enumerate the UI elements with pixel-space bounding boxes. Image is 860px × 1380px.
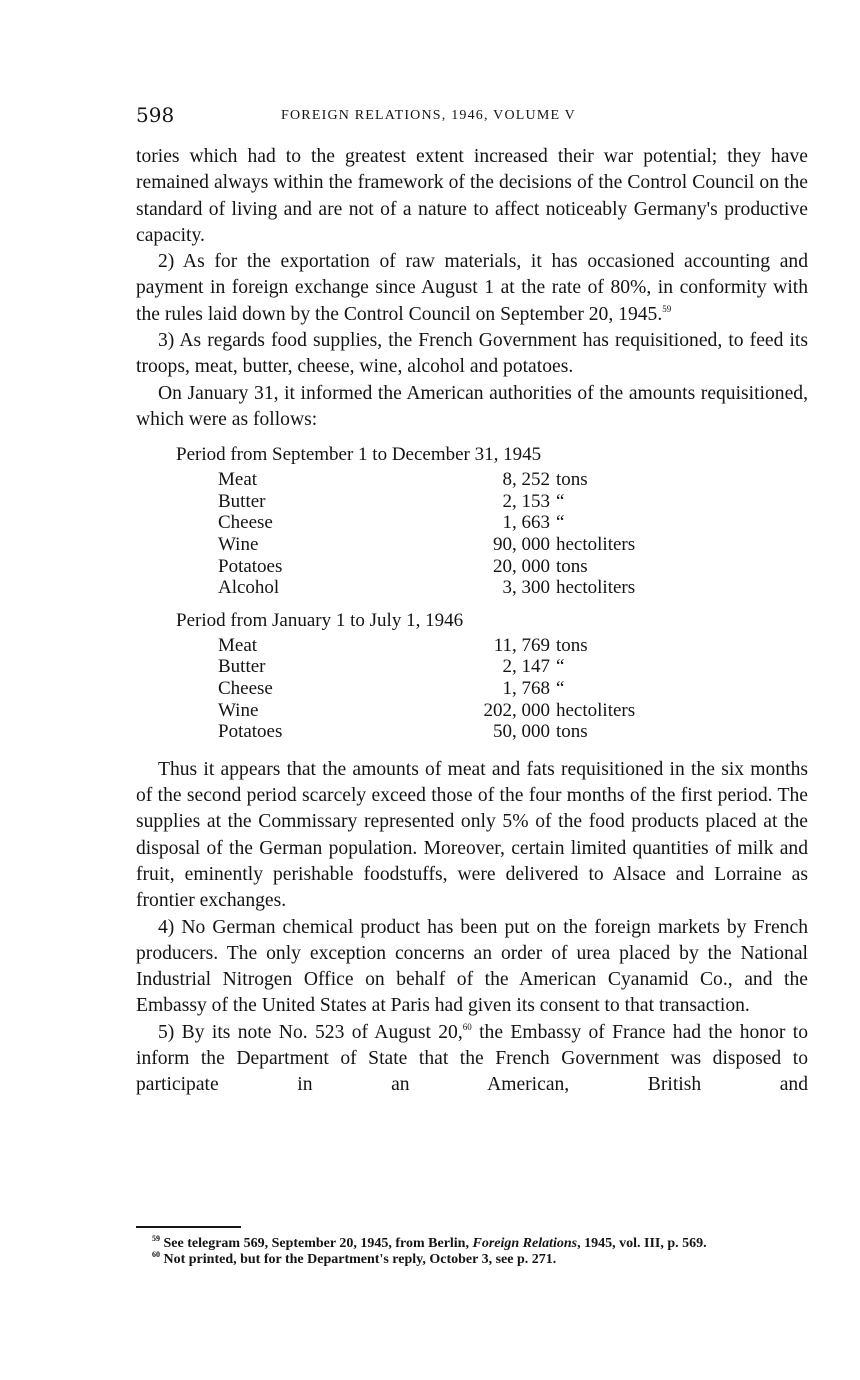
row-unit: tons	[556, 634, 588, 656]
row-quantity: 3, 300	[502, 577, 550, 599]
period-title-1945: Period from September 1 to December 31, 1945	[176, 444, 542, 466]
row-unit: tons	[556, 469, 588, 491]
paragraph-chemical-products: 4) No German chemical product has been put on the foreign markets by French producers. The only exception concerns an order of urea placed by the National Industrial Nitrogen Office on behalf of the American Cyanamid Co., and the Embassy of the United States at Paris had given its consent to that transaction.	[136, 916, 808, 1017]
row-quantity: 1, 663	[502, 512, 550, 534]
row-item: Potatoes	[218, 555, 283, 577]
paragraph-january-31: On January 31, it informed the American authorities of the amounts requisitioned, which were as follows:	[136, 382, 808, 430]
paragraph-raw-materials	[136, 249, 808, 328]
paragraph-conclusion: Thus it appears that the amounts of meat and fats requisitioned in the six months of the second period scarcely exceed those of the four months of the first period. The supplies at the Commissary represented only 5% of the food products placed at the disposal of the German population. Moreover, certain limited quantities of milk and fruit, eminently perishable foodstuffs, were delivered to Alsace and Lorraine as frontier exchanges.	[136, 758, 808, 912]
row-item: Butter	[218, 656, 266, 678]
row-item: Meat	[218, 469, 258, 491]
footnote-rule	[136, 1226, 241, 1228]
footnote-ref-60: 60	[462, 1021, 472, 1032]
table-row	[218, 491, 778, 513]
row-unit: hectoliters	[556, 577, 636, 599]
row-item: Cheese	[218, 678, 273, 700]
row-quantity: 8, 252	[502, 469, 550, 491]
paragraph-raw-materials-text: 2) As for the exportation of raw materials, it has occasioned accounting and payment in foreign exchange since August 1 at the rate of 80%, in conformity with the rules laid down by the Control Council on September 20, 1945.	[136, 251, 808, 325]
row-quantity: 2, 147	[502, 656, 550, 678]
running-head: FOREIGN RELATIONS, 1946, VOLUME V	[281, 108, 576, 123]
table-row	[218, 721, 778, 743]
row-unit: hectoliters	[556, 534, 636, 556]
row-quantity: 11, 769	[493, 634, 550, 656]
table-row	[218, 635, 778, 657]
row-item: Potatoes	[218, 721, 283, 743]
table-row	[218, 656, 778, 678]
table-row	[218, 512, 778, 534]
table-row	[218, 469, 778, 491]
footnote-text-cont: , 1945, vol. III, p. 569.	[577, 1236, 707, 1251]
table-row	[218, 534, 778, 556]
period-title-1946: Period from January 1 to July 1, 1946	[176, 609, 464, 631]
page-header	[136, 101, 816, 129]
row-unit: “	[556, 678, 565, 700]
footnote-mark: 60	[152, 1250, 160, 1259]
row-unit: “	[556, 656, 565, 678]
table-row	[218, 556, 778, 578]
row-unit: tons	[556, 555, 588, 577]
paragraph-continuation: tories which had to the greatest extent increased their war potential; they have remained always within the framework of the decisions of the Control Council on the standard of living and are not of a nature to affect noticeably Germany's productive capacity.	[136, 146, 808, 246]
row-quantity: 50, 000	[493, 721, 550, 743]
paragraph-embassy-note-text-cont: the Embassy of France had the honor to inform the Department of State that the French Government was disposed to participate in an American, British and	[136, 1021, 809, 1096]
row-quantity: 2, 153	[502, 490, 550, 512]
row-item: Wine	[218, 699, 259, 721]
table-row	[218, 577, 778, 599]
row-item: Cheese	[218, 512, 273, 534]
row-quantity: 202, 000	[483, 699, 550, 721]
row-unit: “	[556, 490, 565, 512]
footnote-60	[136, 1252, 808, 1268]
table-row	[218, 678, 778, 700]
paragraph-food-supplies: 3) As regards food supplies, the French Government has requisitioned, to feed its troops, meat, butter, cheese, wine, alcohol and potatoes.	[136, 330, 808, 378]
requisition-table-1945	[218, 469, 778, 599]
footnote-text: See telegram 569, September 20, 1945, from Berlin,	[163, 1236, 473, 1251]
row-unit: hectoliters	[556, 699, 636, 721]
row-item: Meat	[218, 634, 258, 656]
row-quantity: 1, 768	[502, 678, 550, 700]
table-row	[218, 700, 778, 722]
row-item: Butter	[218, 490, 266, 512]
footnote-ref-59: 59	[662, 303, 672, 314]
row-item: Wine	[218, 534, 259, 556]
requisition-table-1946	[218, 635, 778, 743]
footnote-mark: 59	[152, 1234, 160, 1243]
paragraph-embassy-note-text: 5) By its note No. 523 of August 20,	[158, 1021, 463, 1043]
row-quantity: 90, 000	[493, 534, 550, 556]
footnote-title: Foreign Relations	[472, 1236, 578, 1251]
footnote-text: Not printed, but for the Department's reply, October 3, see p. 271.	[163, 1252, 557, 1267]
page-body	[136, 144, 808, 1099]
row-quantity: 20, 000	[493, 555, 550, 577]
page-number: 598	[136, 103, 175, 127]
footnotes	[136, 1236, 808, 1268]
row-unit: “	[556, 512, 565, 534]
footnote-59	[136, 1236, 808, 1252]
paragraph-embassy-note	[136, 1020, 808, 1099]
row-unit: tons	[556, 721, 588, 743]
row-item: Alcohol	[218, 577, 280, 599]
